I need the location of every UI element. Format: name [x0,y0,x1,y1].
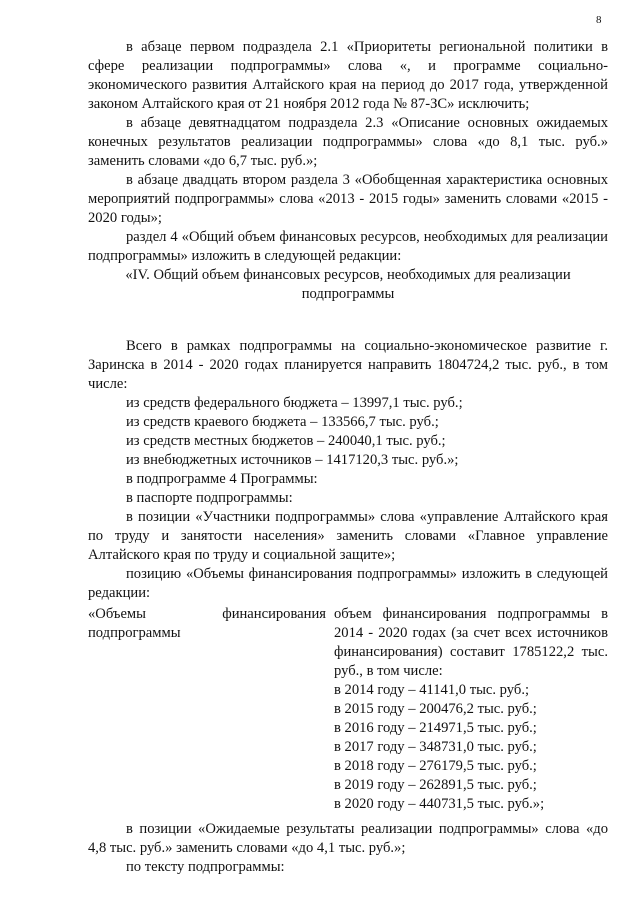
paragraph-priorities: в абзаце первом подраздела 2.1 «Приоритеты региональной политики в сфере реализации подпрограммы» слова «, и программе социально-экономического развития Алтайского края на период до 2017 года, утвержденной законом Алтайского края от 21 ноября 2012 года № 87-ЗС» исключить; [88,39,608,112]
funding-year-row: в 2018 году – 276179,5 тыс. руб.; [334,758,537,774]
funding-value-cell [334,605,608,814]
paragraph-total-funding: Всего в рамках подпрограммы на социально-экономическое развитие г. Заринска в 2014 - 2020 годах планируется направить 1804724,2 тыс. руб., в том числе: [88,338,608,392]
funding-year-row: в 2019 году – 262891,5 тыс. руб.; [334,777,537,793]
page-number: 8 [596,14,602,26]
paragraph-subprogram-text: по тексту подпрограммы: [126,859,285,875]
paragraph-funding-volumes: позицию «Объемы финансирования подпрограммы» изложить в следующей редакции: [88,566,608,601]
funding-year-row: в 2020 году – 440731,5 тыс. руб.»; [334,796,545,812]
funding-sources-list [88,394,608,508]
list-item: в подпрограмме 4 Программы: [126,471,318,487]
list-item: из внебюджетных источников – 1417120,3 тыс. руб.»; [126,452,459,468]
paragraph-participants: в позиции «Участники подпрограммы» слова «управление Алтайского края по труду и занятости населения» заменить словами «Главное управление Алтайского края по труду и социальной защите»; [88,509,608,563]
funding-year-row: в 2016 году – 214971,5 тыс. руб.; [334,720,537,736]
funding-year-row: в 2017 году – 348731,0 тыс. руб.; [334,739,537,755]
funding-table [88,605,608,814]
funding-year-row: в 2014 году – 41141,0 тыс. руб.; [334,682,530,698]
list-item: из средств краевого бюджета – 133566,7 тыс. руб.; [126,414,439,430]
funding-year-row: в 2015 году – 200476,2 тыс. руб.; [334,701,537,717]
funding-label-cell: «Объемы финансирования подпрограммы [88,606,326,641]
paragraph-expected-results: в абзаце девятнадцатом подраздела 2.3 «Описание основных ожидаемых конечных результатов реализации подпрограммы» слова «до 8,1 тыс. руб.» заменить словами «до 6,7 тыс. руб.»; [88,115,608,169]
document-body [88,38,608,877]
list-item: из средств местных бюджетов – 240040,1 тыс. руб.; [126,433,446,449]
list-item: из средств федерального бюджета – 13997,1 тыс. руб.; [126,395,463,411]
section-heading: «IV. Общий объем финансовых ресурсов, необходимых для реализации подпрограммы [125,267,571,302]
paragraph-main-activities: в абзаце двадцать втором раздела 3 «Обобщенная характеристика основных мероприятий подпрограммы» слова «2013 - 2015 годы» заменить словами «2015 - 2020 годы»; [88,172,608,226]
funding-intro: объем финансирования подпрограммы в 2014 - 2020 годах (за счет всех источников финансирования) составит 1785122,2 тыс. руб., в том числе: [334,606,608,679]
paragraph-expected-results-position: в позиции «Ожидаемые результаты реализации подпрограммы» слова «до 4,8 тыс. руб.» заменить словами «до 4,1 тыс. руб.»; [88,821,608,856]
list-item: в паспорте подпрограммы: [126,490,293,506]
paragraph-section-4: раздел 4 «Общий объем финансовых ресурсов, необходимых для реализации подпрограммы» изложить в следующей редакции: [88,229,608,264]
